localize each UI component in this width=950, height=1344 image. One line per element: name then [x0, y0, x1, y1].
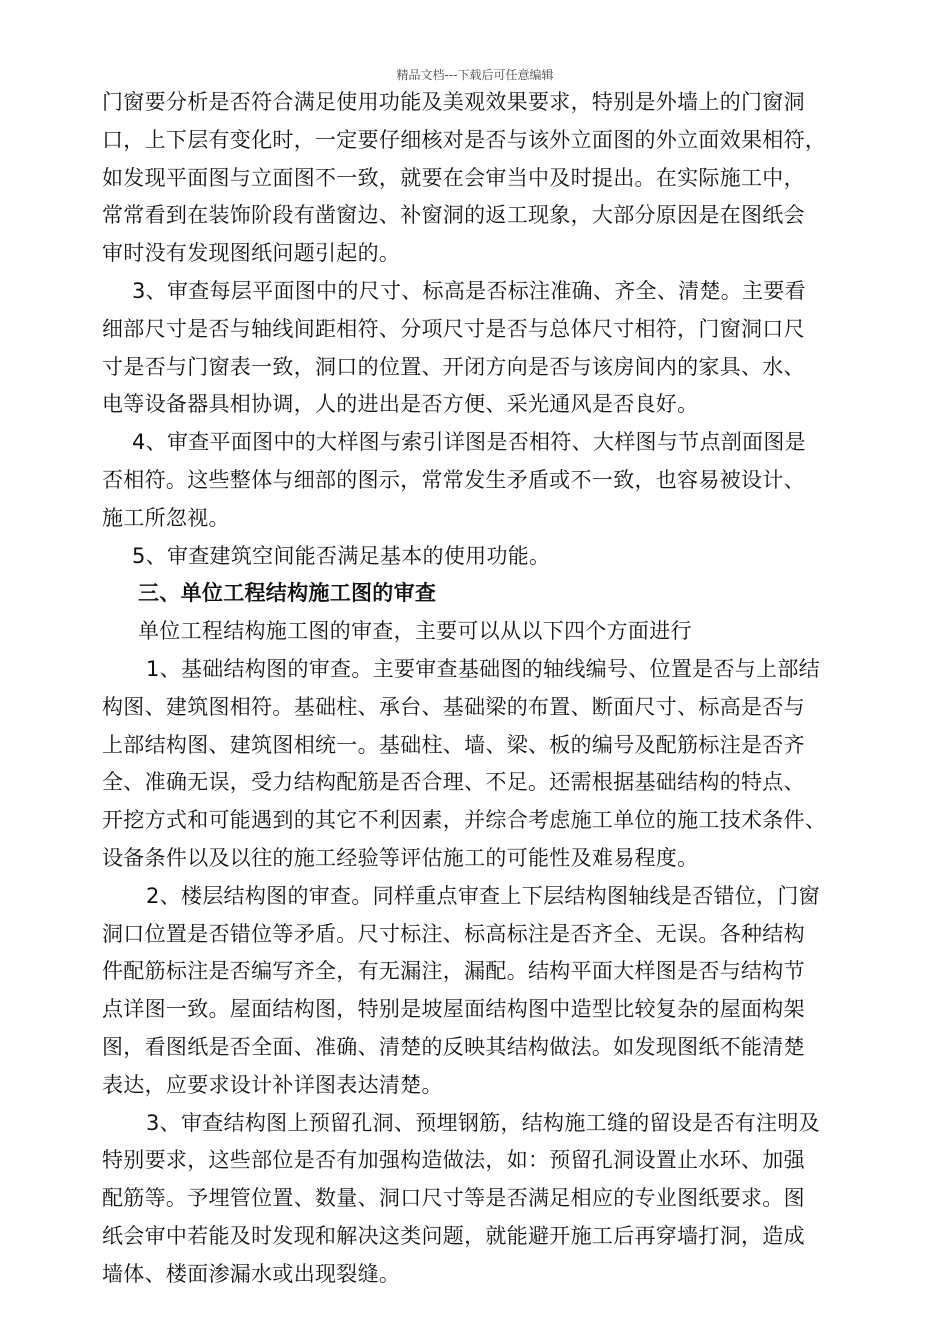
text-line: 常常看到在装饰阶段有凿窗边、补窗洞的返工现象，大部分原因是在图纸会: [102, 203, 805, 228]
text-line: 如发现平面图与立面图不一致，就要在会审当中及时提出。在实际施工中，: [102, 165, 805, 190]
text-line: 上部结构图、建筑图相统一。基础柱、墙、梁、板的编号及配筋标注是否齐: [102, 732, 805, 757]
text-line: 配筋等。予埋管位置、数量、洞口尺寸等是否满足相应的专业图纸要求。图: [102, 1186, 805, 1211]
section-heading: 三、单位工程结构施工图的审查: [138, 581, 437, 606]
page-header: 精品文档---下载后可任意编辑: [396, 68, 554, 82]
text-line: 门窗要分析是否符合满足使用功能及美观效果要求，特别是外墙上的门窗洞: [102, 90, 805, 114]
text-line: 3、审查每层平面图中的尺寸、标高是否标注准确、齐全、清楚。主要看: [132, 278, 806, 303]
text-line: 审时没有发现图纸问题引起的。: [102, 241, 401, 266]
text-line: 寸是否与门窗表一致，洞口的位置、开闭方向是否与该房间内的家具、水、: [102, 354, 805, 379]
text-line: 点详图一致。屋面结构图，特别是坡屋面结构图中造型比较复杂的屋面构架: [102, 997, 805, 1022]
text-line: 设备条件以及以往的施工经验等评估施工的可能性及难易程度。: [102, 845, 699, 870]
text-line: 1、基础结构图的审查。主要审查基础图的轴线编号、位置是否与上部结: [146, 656, 820, 681]
text-line: 纸会审中若能及时发现和解决这类问题，就能避开施工后再穿墙打洞，造成: [102, 1223, 805, 1248]
text-line: 单位工程结构施工图的审查，主要可以从以下四个方面进行: [138, 619, 692, 644]
text-line: 墙体、楼面渗漏水或出现裂缝。: [102, 1261, 401, 1286]
text-line: 构图、建筑图相符。基础柱、承台、基础梁的布置、断面尺寸、标高是否与: [102, 694, 805, 719]
text-line: 图，看图纸是否全面、准确、清楚的反映其结构做法。如发现图纸不能清楚: [102, 1034, 805, 1059]
text-line: 细部尺寸是否与轴线间距相符、分项尺寸是否与总体尺寸相符，门窗洞口尺: [102, 316, 805, 341]
text-line: 特别要求，这些部位是否有加强构造做法，如：预留孔洞设置止水环、加强: [102, 1148, 805, 1173]
text-line: 全、准确无误，受力结构配筋是否合理、不足。还需根据基础结构的特点、: [102, 770, 805, 795]
text-line: 3、审查结构图上预留孔洞、预埋钢筋，结构施工缝的留设是否有注明及: [146, 1110, 820, 1135]
text-line: 件配筋标注是否编写齐全，有无漏注，漏配。结构平面大样图是否与结构节: [102, 959, 805, 984]
document-body: [102, 84, 854, 1294]
text-line: 5、审查建筑空间能否满足基本的使用功能。: [132, 543, 551, 568]
text-line: 否相符。这些整体与细部的图示，常常发生矛盾或不一致，也容易被设计、: [102, 467, 805, 492]
text-line: 施工所忽视。: [102, 505, 230, 530]
text-line: 开挖方式和可能遇到的其它不利因素，并综合考虑施工单位的施工技术条件、: [102, 808, 827, 833]
text-line: 洞口位置是否错位等矛盾。尺寸标注、标高标注是否齐全、无误。各种结构: [102, 921, 805, 946]
text-line: 2、楼层结构图的审查。同样重点审查上下层结构图轴线是否错位，门窗: [146, 883, 820, 908]
text-line: 口，上下层有变化时，一定要仔细核对是否与该外立面图的外立面效果相符，: [102, 127, 827, 152]
text-line: 表达，应要求设计补详图表达清楚。: [102, 1072, 443, 1097]
text-line: 4、审查平面图中的大样图与索引详图是否相符、大样图与节点剖面图是: [132, 430, 806, 455]
text-line: 电等设备器具相协调，人的进出是否方便、采光通风是否良好。: [102, 392, 699, 417]
